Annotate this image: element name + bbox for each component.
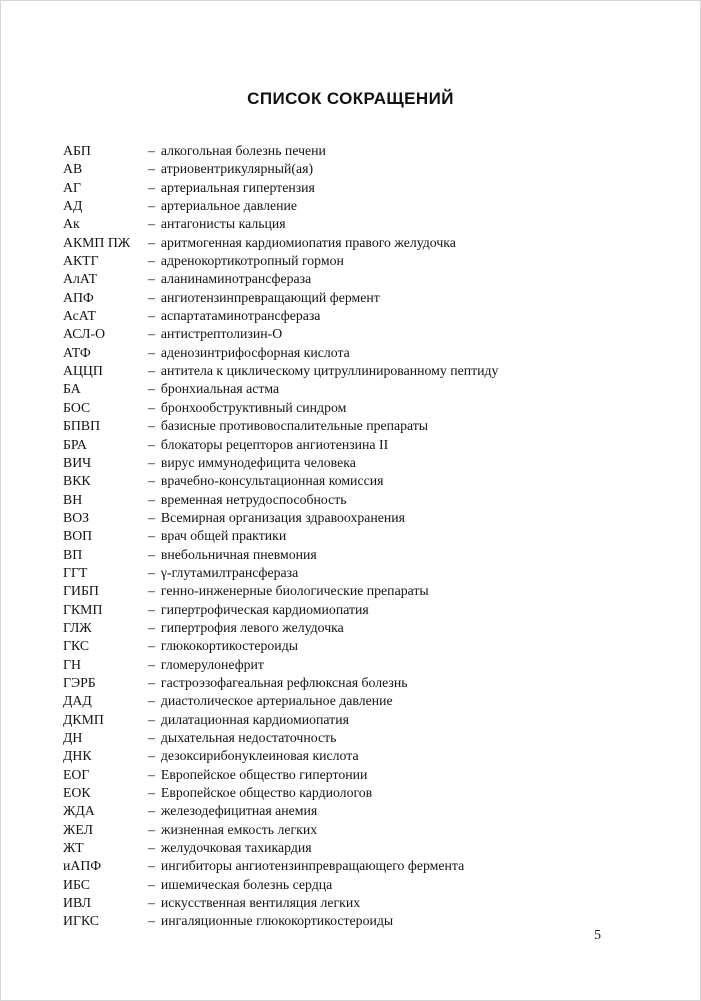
separator-dash: –: [148, 418, 155, 434]
abbreviation: ГКС: [63, 638, 90, 654]
abbreviation: ЖТ: [63, 840, 84, 856]
abbreviation: ВОЗ: [63, 509, 90, 525]
separator-dash: –: [148, 308, 155, 324]
abbreviation: ИВЛ: [63, 895, 91, 911]
abbreviation-entry: [63, 821, 662, 839]
definition: аланинаминотрансфераза: [160, 271, 312, 287]
abbreviation: АсАТ: [63, 308, 96, 324]
definition: искусственная вентиляция легких: [160, 895, 361, 911]
definition: генно-инженерные биологические препараты: [160, 583, 429, 599]
abbreviation: ГЛЖ: [63, 619, 92, 635]
abbreviation: БРА: [63, 436, 87, 452]
separator-dash: –: [148, 491, 155, 507]
abbreviation-entry: [63, 417, 662, 435]
definition: базисные противовоспалительные препараты: [160, 418, 429, 434]
abbreviation: ВКК: [63, 473, 91, 489]
separator-dash: –: [148, 326, 155, 342]
separator-dash: –: [148, 601, 155, 617]
separator-dash: –: [148, 730, 155, 745]
abbreviation-entry: [63, 729, 662, 747]
separator-dash: –: [148, 766, 155, 782]
separator-dash: –: [148, 509, 155, 525]
separator-dash: –: [148, 363, 155, 379]
abbreviation-entry: [63, 674, 662, 692]
abbreviation: ДНК: [63, 748, 92, 764]
definition: адренокортикотропный гормон: [160, 253, 344, 269]
abbreviation: ВН: [63, 491, 83, 507]
separator-dash: –: [148, 748, 155, 764]
abbreviation: ЖЕЛ: [63, 821, 93, 837]
abbreviation-entry: [63, 325, 662, 343]
abbreviation: БПВП: [63, 418, 101, 434]
abbreviation-entry: [63, 546, 662, 564]
abbreviation-list: [63, 142, 662, 931]
abbreviation: ВП: [63, 546, 83, 562]
abbreviation-entry: [63, 894, 662, 912]
definition: железодефицитная анемия: [160, 803, 318, 819]
definition: жизненная емкость легких: [160, 821, 318, 837]
abbreviation: ИГКС: [63, 913, 100, 929]
abbreviation: ГЭРБ: [63, 674, 96, 690]
definition: ингаляционные глюкокортикостероиды: [160, 913, 394, 929]
separator-dash: –: [148, 454, 155, 470]
definition: внебольничная пневмония: [160, 546, 317, 562]
page-title: СПИСОК СОКРАЩЕНИЙ: [247, 89, 454, 108]
definition: временная нетрудоспособность: [160, 491, 347, 507]
abbreviation-entry: [63, 582, 662, 600]
definition: антагонисты кальция: [160, 216, 286, 232]
page-number: 5: [594, 927, 601, 942]
abbreviation: АЦЦП: [63, 363, 103, 379]
definition: врачебно-консультационная комиссия: [160, 473, 384, 489]
abbreviation-entry: [63, 857, 662, 875]
separator-dash: –: [148, 198, 155, 214]
separator-dash: –: [148, 399, 155, 415]
definition: артериальное давление: [160, 198, 298, 214]
definition: ингибиторы ангиотензинпревращающего фермента: [160, 858, 465, 874]
definition: бронхиальная астма: [160, 381, 280, 397]
separator-dash: –: [148, 546, 155, 562]
definition: гастроэзофагеальная рефлюксная болезнь: [160, 674, 408, 690]
definition: гипертрофия левого желудочка: [160, 619, 344, 635]
abbreviation: АПФ: [63, 289, 94, 305]
definition: антистрептолизин-О: [160, 326, 283, 342]
abbreviation-entry: [63, 160, 662, 178]
abbreviation-entry: [63, 876, 662, 894]
separator-dash: –: [148, 436, 155, 452]
separator-dash: –: [148, 913, 155, 929]
abbreviation: ГН: [63, 656, 81, 672]
definition: артериальная гипертензия: [160, 179, 315, 195]
abbreviation-entry: [63, 399, 662, 417]
abbreviation-entry: [63, 839, 662, 857]
definition: аденозинтрифосфорная кислота: [160, 344, 350, 360]
definition: дилатационная кардиомиопатия: [160, 711, 349, 727]
definition: желудочковая тахикардия: [160, 840, 312, 856]
separator-dash: –: [148, 289, 155, 305]
separator-dash: –: [148, 271, 155, 287]
definition: Европейское общество кардиологов: [160, 785, 373, 801]
abbreviation: АТФ: [63, 344, 91, 360]
abbreviation-entry: [63, 564, 662, 582]
separator-dash: –: [148, 895, 155, 911]
abbreviation-entry: [63, 711, 662, 729]
abbreviation-entry: [63, 234, 662, 252]
abbreviation: АКТГ: [63, 253, 99, 269]
abbreviation-entry: [63, 179, 662, 197]
definition: алкогольная болезнь печени: [160, 143, 326, 158]
abbreviation: АВ: [63, 161, 83, 177]
definition: врач общей практики: [160, 528, 287, 544]
abbreviation-entry: [63, 270, 662, 288]
abbreviation: БОС: [63, 399, 91, 415]
abbreviation-entry: [63, 637, 662, 655]
abbreviation-entry: [63, 747, 662, 765]
abbreviation-entry: [63, 692, 662, 710]
separator-dash: –: [148, 619, 155, 635]
separator-dash: –: [148, 161, 155, 177]
separator-dash: –: [148, 143, 155, 158]
abbreviation-entry: [63, 509, 662, 527]
separator-dash: –: [148, 381, 155, 397]
abbreviation: ГГТ: [63, 564, 88, 580]
definition: ишемическая болезнь сердца: [160, 876, 333, 892]
abbreviation-entry: [63, 252, 662, 270]
definition: аритмогенная кардиомиопатия правого желудочка: [160, 234, 456, 250]
abbreviation-entry: [63, 784, 662, 802]
abbreviation-entry: [63, 197, 662, 215]
abbreviation: ЕОГ: [63, 766, 90, 782]
definition: бронхообструктивный синдром: [160, 399, 347, 415]
abbreviation-entry: [63, 380, 662, 398]
abbreviation-entry: [63, 472, 662, 490]
definition: ангиотензинпревращающий фермент: [160, 289, 380, 305]
abbreviation-entry: [63, 912, 662, 930]
abbreviation-entry: [63, 362, 662, 380]
separator-dash: –: [148, 473, 155, 489]
abbreviation: ДКМП: [63, 711, 104, 727]
abbreviation: Ак: [63, 216, 80, 232]
separator-dash: –: [148, 785, 155, 801]
abbreviation-entry: [63, 802, 662, 820]
separator-dash: –: [148, 693, 155, 709]
separator-dash: –: [148, 858, 155, 874]
abbreviation: АБП: [63, 143, 91, 158]
abbreviation-entry: [63, 766, 662, 784]
definition: блокаторы рецепторов ангиотензина II: [160, 436, 389, 452]
definition: γ-глутамилтрансфераза: [160, 564, 299, 580]
definition: Всемирная организация здравоохранения: [160, 509, 405, 525]
separator-dash: –: [148, 803, 155, 819]
separator-dash: –: [148, 674, 155, 690]
abbreviation: АКМП ПЖ: [63, 234, 131, 250]
abbreviation: ДН: [63, 730, 83, 745]
separator-dash: –: [148, 840, 155, 856]
abbreviation-entry: [63, 656, 662, 674]
separator-dash: –: [148, 821, 155, 837]
abbreviation: ГИБП: [63, 583, 99, 599]
abbreviation: ЖДА: [63, 803, 95, 819]
abbreviation: АГ: [63, 179, 81, 195]
separator-dash: –: [148, 564, 155, 580]
abbreviation: ВИЧ: [63, 454, 92, 470]
abbreviation-entry: [63, 215, 662, 233]
separator-dash: –: [148, 876, 155, 892]
separator-dash: –: [148, 583, 155, 599]
separator-dash: –: [148, 344, 155, 360]
separator-dash: –: [148, 656, 155, 672]
abbreviation-entry: [63, 454, 662, 472]
separator-dash: –: [148, 711, 155, 727]
definition: вирус иммунодефицита человека: [160, 454, 356, 470]
abbreviation-entry: [63, 307, 662, 325]
abbreviation-entry: [63, 289, 662, 307]
abbreviation-entry: [63, 619, 662, 637]
definition: антитела к циклическому цитруллинированному пептиду: [160, 363, 499, 379]
abbreviation-entry: [63, 344, 662, 362]
abbreviation-entry: [63, 142, 662, 160]
abbreviation: иАПФ: [63, 858, 102, 874]
abbreviation-entry: [63, 436, 662, 454]
definition: атриовентрикулярный(ая): [160, 161, 314, 177]
abbreviation-entry: [63, 491, 662, 509]
definition: глюкокортикостероиды: [160, 638, 298, 654]
definition: дыхательная недостаточность: [160, 730, 337, 745]
definition: диастолическое артериальное давление: [160, 693, 393, 709]
abbreviation: ДАД: [63, 693, 92, 709]
abbreviation: БА: [63, 381, 81, 397]
abbreviation: ЕОК: [63, 785, 91, 801]
abbreviation-entry: [63, 527, 662, 545]
abbreviation: АД: [63, 198, 83, 214]
definition: гломерулонефрит: [160, 656, 264, 672]
definition: гипертрофическая кардиомиопатия: [160, 601, 369, 617]
abbreviation: АСЛ-О: [63, 326, 106, 342]
separator-dash: –: [148, 216, 155, 232]
definition: аспартатаминотрансфераза: [160, 308, 321, 324]
abbreviation: ИБС: [63, 876, 90, 892]
abbreviation: ГКМП: [63, 601, 103, 617]
separator-dash: –: [148, 638, 155, 654]
separator-dash: –: [148, 253, 155, 269]
separator-dash: –: [148, 179, 155, 195]
abbreviation-entry: [63, 601, 662, 619]
abbreviation: ВОП: [63, 528, 93, 544]
separator-dash: –: [148, 528, 155, 544]
abbreviation: АлАТ: [63, 271, 98, 287]
definition: Европейское общество гипертонии: [160, 766, 368, 782]
definition: дезоксирибонуклеиновая кислота: [160, 748, 359, 764]
separator-dash: –: [148, 234, 155, 250]
